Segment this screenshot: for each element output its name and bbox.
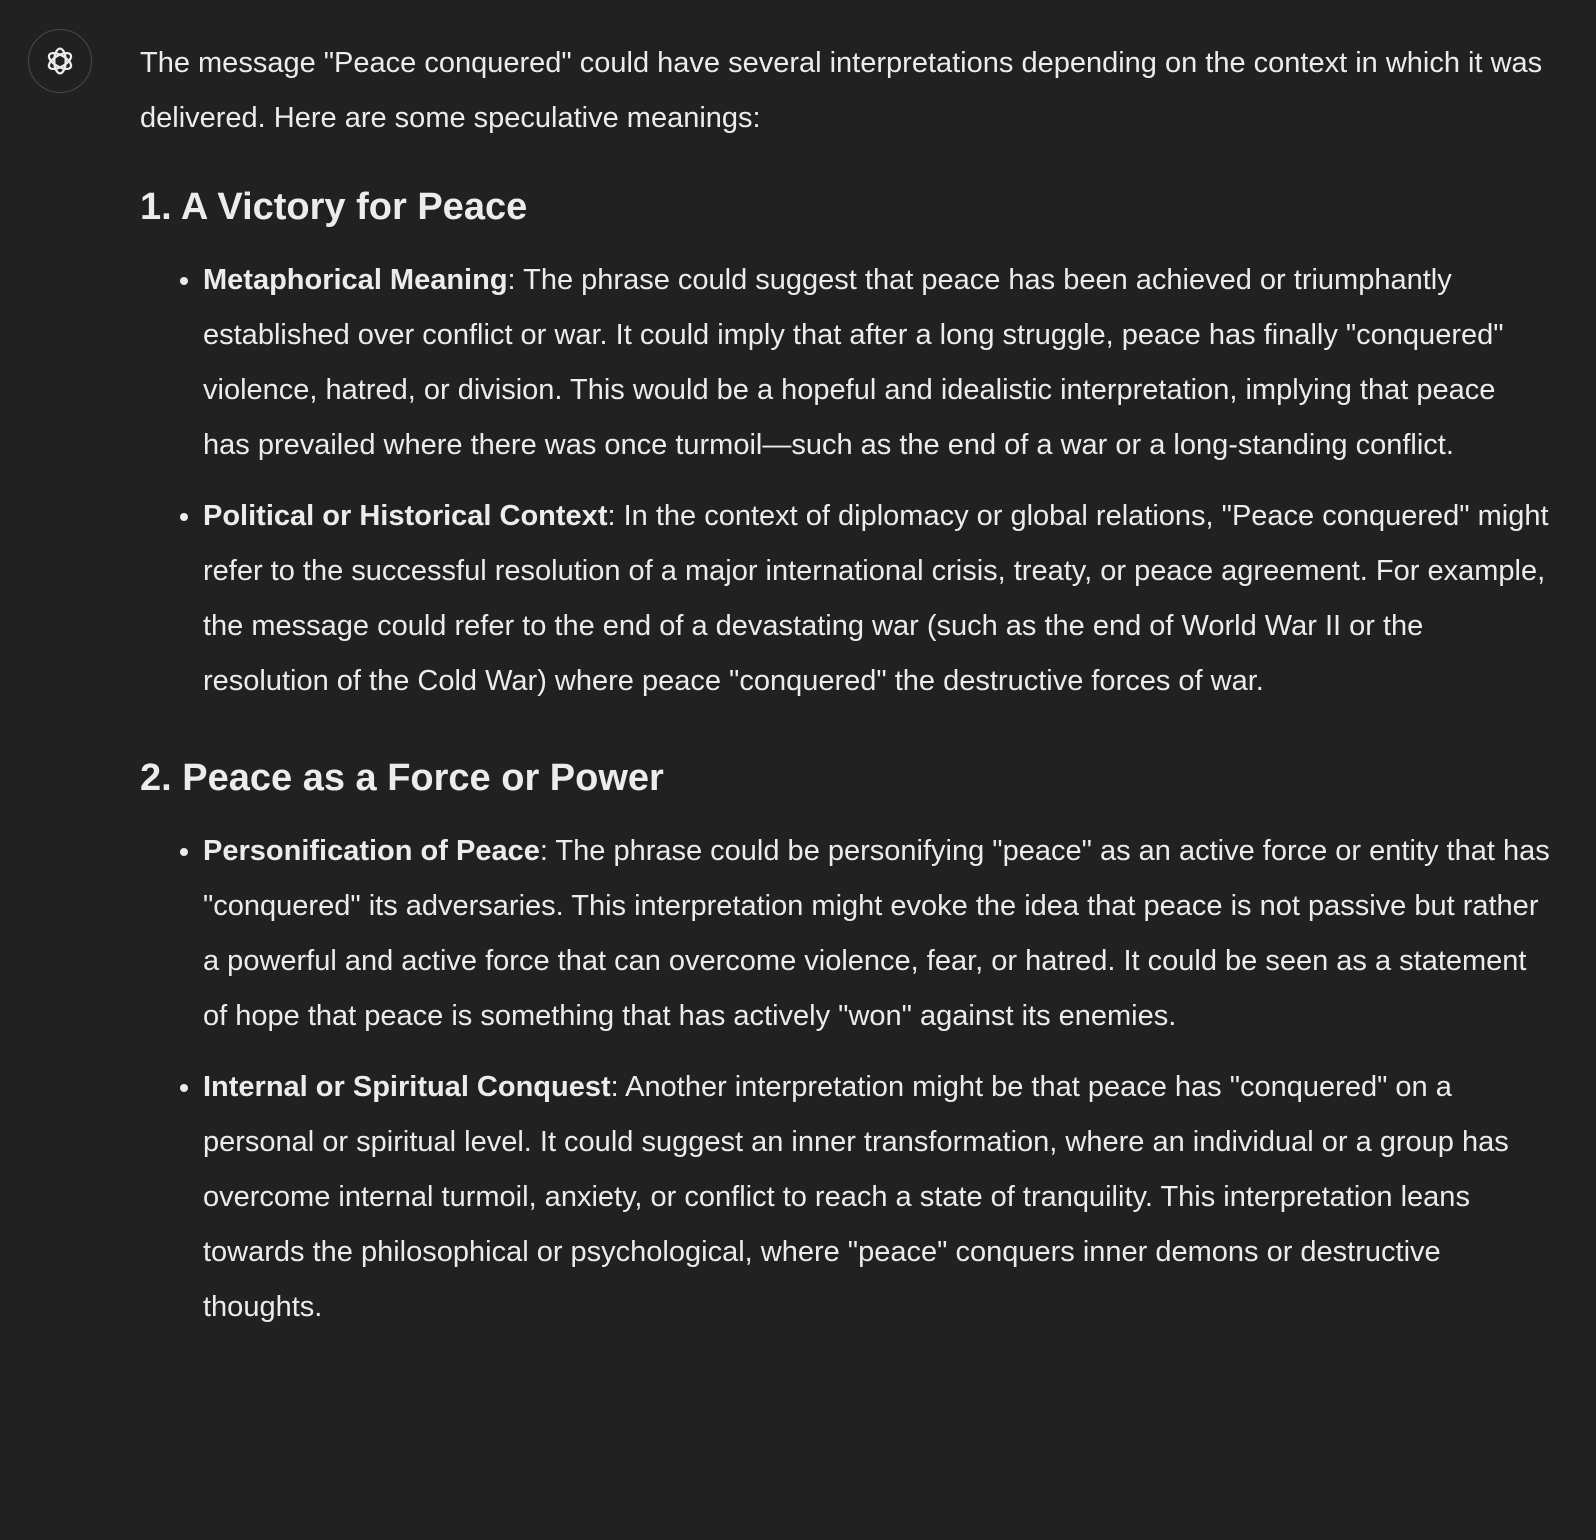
list-item [203,824,1550,1044]
item-text: : Another interpretation might be that peace has "conquered" on a personal or spiritual level. It could suggest an inner transformation, where an individual or a group has overcome internal turmoil, anxiety, or conflict to reach a state of tranquility. This interpretation leans towards the philosophical or psychological, where "peace" conquers inner demons or destructive thoughts. [203,1071,1509,1323]
section-heading: 1. A Victory for Peace [140,186,528,228]
assistant-message [140,36,1550,1351]
list-item [203,253,1550,473]
item-term: Personification of Peace [203,835,540,867]
item-text: : The phrase could suggest that peace has been achieved or triumphantly established over conflict or war. It could imply that after a long struggle, peace has finally "conquered" violence, hatred, or division. This would be a hopeful and idealistic interpretation, implying that peace has prevailed where there was once turmoil—such as the end of a war or a long-standing conflict. [203,264,1504,461]
list-item [203,489,1550,709]
item-term: Internal or Spiritual Conquest [203,1071,611,1103]
item-text: : The phrase could be personifying "peace" as an active force or entity that has "conquered" its adversaries. This interpretation might evoke the idea that peace is not passive but rather a powerful and active force that can overcome violence, fear, or hatred. It could be seen as a statement of hope that peace is something that has actively "won" against its enemies. [203,835,1550,1032]
bullet-list [140,253,1550,709]
openai-logo-icon [41,42,79,80]
list-item [203,1060,1550,1335]
item-term: Political or Historical Context [203,500,608,532]
item-term: Metaphorical Meaning [203,264,508,296]
item-text: : In the context of diplomacy or global relations, "Peace conquered" might refer to the successful resolution of a major international crisis, treaty, or peace agreement. For example, the message could refer to the end of a devastating war (such as the end of World War II or the resolution of the Cold War) where peace "conquered" the destructive forces of war. [203,500,1549,697]
assistant-avatar [28,29,92,93]
section-heading: 2. Peace as a Force or Power [140,757,664,799]
bullet-list [140,824,1550,1335]
intro-paragraph: The message "Peace conquered" could have several interpretations depending on the context in which it was delivered. Here are some speculative meanings: [140,47,1543,134]
